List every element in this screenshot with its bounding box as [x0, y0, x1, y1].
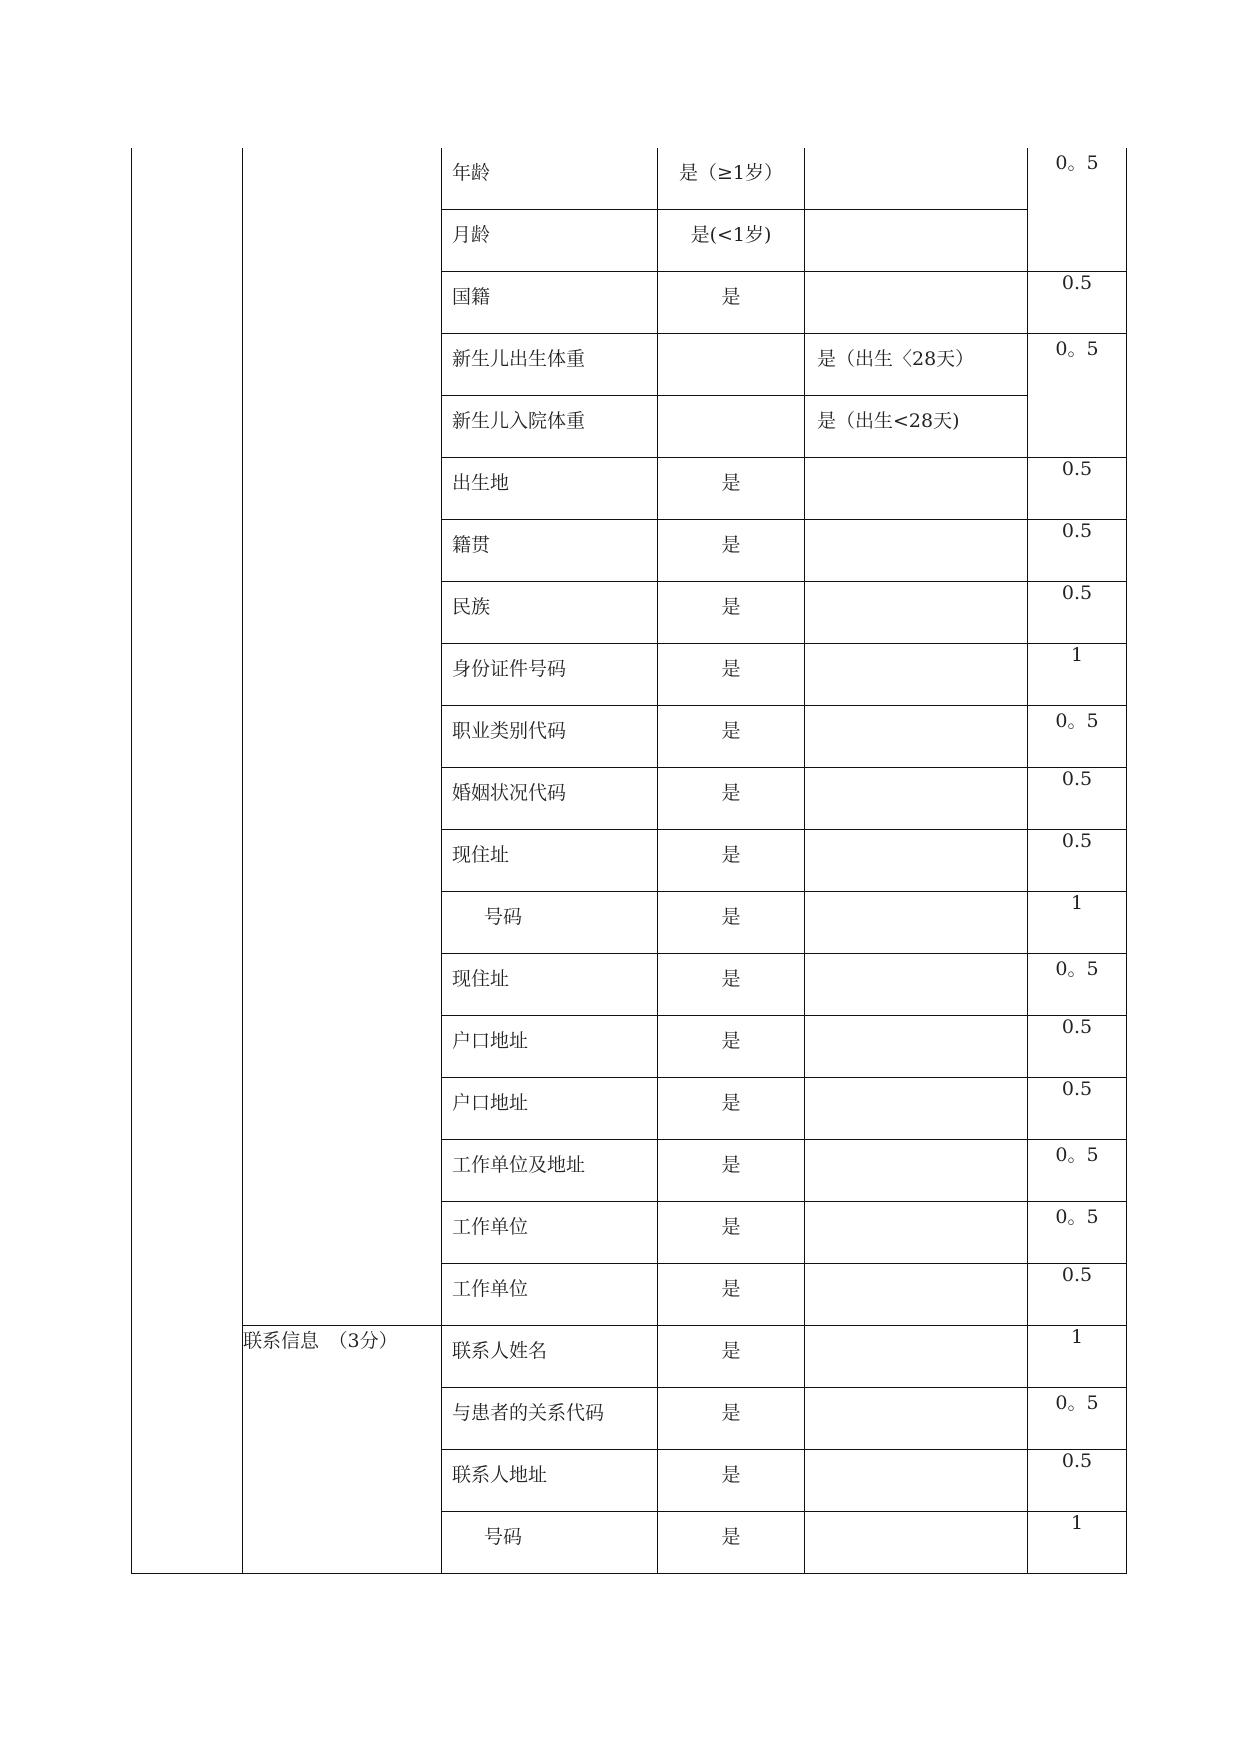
required-cell — [658, 1326, 805, 1388]
score-cell — [1028, 458, 1127, 520]
required-cell — [658, 892, 805, 954]
score-value: 0。5 — [1055, 1392, 1099, 1414]
item-label: 籍贯 — [452, 534, 491, 556]
required-cell — [658, 830, 805, 892]
required-cell — [658, 148, 805, 210]
item-label: 户口地址 — [452, 1030, 529, 1052]
conditional-cell — [805, 954, 1028, 1016]
required-value: 是 — [721, 658, 741, 680]
score-value: 0.5 — [1061, 272, 1093, 294]
item-label: 与患者的关系代码 — [452, 1402, 605, 1424]
score-cell — [1028, 1140, 1127, 1202]
item-cell — [442, 1512, 658, 1574]
required-value: 是 — [721, 472, 741, 494]
conditional-cell — [805, 148, 1028, 210]
required-cell — [658, 520, 805, 582]
item-cell — [442, 1078, 658, 1140]
required-value: 是 — [721, 968, 741, 990]
score-cell — [1028, 1016, 1127, 1078]
contact-info-group-cell — [243, 1326, 442, 1574]
conditional-cell — [805, 830, 1028, 892]
item-cell — [442, 1016, 658, 1078]
item-label: 户口地址 — [452, 1092, 529, 1114]
score-value: 1 — [1070, 1326, 1084, 1348]
score-cell — [1028, 1512, 1127, 1574]
conditional-value — [805, 1078, 1027, 1088]
score-cell — [1028, 706, 1127, 768]
score-value: 0.5 — [1061, 1450, 1093, 1472]
conditional-value — [805, 1450, 1027, 1460]
item-cell — [442, 582, 658, 644]
conditional-cell — [805, 210, 1028, 272]
required-value: 是 — [721, 782, 741, 804]
score-value: 0.5 — [1061, 768, 1093, 790]
score-cell — [1028, 1388, 1127, 1450]
required-value: 是 — [721, 720, 741, 742]
conditional-value — [805, 892, 1027, 902]
score-value: 0.5 — [1061, 458, 1093, 480]
required-cell — [658, 582, 805, 644]
item-label: 婚姻状况代码 — [452, 782, 567, 804]
required-value: 是 — [721, 1402, 741, 1424]
item-label: 年龄 — [452, 162, 491, 184]
score-value: 1 — [1070, 1512, 1084, 1534]
item-label: 民族 — [452, 596, 491, 618]
item-label: 现住址 — [452, 844, 510, 866]
required-value — [658, 334, 804, 344]
basic-info-group-cell — [243, 148, 442, 1326]
conditional-cell — [805, 892, 1028, 954]
table-row — [132, 148, 1127, 210]
required-cell — [658, 1140, 805, 1202]
item-label: 联系人地址 — [452, 1464, 548, 1486]
score-cell — [1028, 1202, 1127, 1264]
required-value: 是 — [721, 1216, 741, 1238]
score-value: 0.5 — [1061, 1264, 1093, 1286]
conditional-cell — [805, 1202, 1028, 1264]
conditional-cell — [805, 520, 1028, 582]
required-value: 是 — [721, 1030, 741, 1052]
score-cell — [1028, 1326, 1127, 1388]
conditional-value — [805, 768, 1027, 778]
conditional-value — [805, 830, 1027, 840]
conditional-value — [805, 1264, 1027, 1274]
required-value: 是 — [721, 1154, 741, 1176]
conditional-value: 是（出生<28天) — [817, 410, 960, 432]
required-cell — [658, 1078, 805, 1140]
conditional-value — [805, 706, 1027, 716]
conditional-cell — [805, 1326, 1028, 1388]
required-value: 是(<1岁) — [690, 224, 772, 246]
conditional-value — [805, 1388, 1027, 1398]
item-label: 月龄 — [452, 224, 491, 246]
required-cell — [658, 1450, 805, 1512]
item-cell — [442, 1326, 658, 1388]
conditional-cell — [805, 1512, 1028, 1574]
item-cell — [442, 830, 658, 892]
conditional-cell — [805, 1388, 1028, 1450]
conditional-cell — [805, 1264, 1028, 1326]
required-cell — [658, 706, 805, 768]
conditional-value — [805, 954, 1027, 964]
score-value: 0.5 — [1061, 1016, 1093, 1038]
score-cell — [1028, 148, 1127, 272]
required-cell — [658, 1016, 805, 1078]
score-cell — [1028, 1450, 1127, 1512]
score-value: 0.5 — [1061, 830, 1093, 852]
item-cell — [442, 1450, 658, 1512]
item-label: 工作单位及地址 — [452, 1154, 586, 1176]
score-cell — [1028, 520, 1127, 582]
item-cell — [442, 396, 658, 458]
conditional-cell — [805, 396, 1028, 458]
item-cell — [442, 272, 658, 334]
required-cell — [658, 272, 805, 334]
required-value: 是 — [721, 534, 741, 556]
item-cell — [442, 334, 658, 396]
required-value: 是 — [721, 844, 741, 866]
item-label: 工作单位 — [452, 1216, 529, 1238]
item-label: 新生儿入院体重 — [452, 410, 586, 432]
score-value: 1 — [1070, 892, 1084, 914]
item-label: 出生地 — [452, 472, 510, 494]
item-cell — [442, 148, 658, 210]
table-row — [132, 1326, 1127, 1388]
conditional-value — [805, 1016, 1027, 1026]
item-cell — [442, 1388, 658, 1450]
required-value: 是 — [721, 1278, 741, 1300]
score-value: 0。5 — [1055, 338, 1099, 360]
required-value: 是 — [721, 1092, 741, 1114]
score-value: 1 — [1070, 644, 1084, 666]
item-cell — [442, 954, 658, 1016]
item-label: 工作单位 — [452, 1278, 529, 1300]
required-value: 是 — [721, 286, 741, 308]
item-cell — [442, 1140, 658, 1202]
required-value — [658, 396, 804, 406]
conditional-cell — [805, 1450, 1028, 1512]
category-column — [132, 148, 243, 1574]
group-label: 联系信息 （3分） — [243, 1330, 398, 1352]
required-cell — [658, 458, 805, 520]
conditional-cell — [805, 582, 1028, 644]
conditional-value: 是（出生〈28天） — [817, 348, 975, 370]
item-label: 国籍 — [452, 286, 491, 308]
conditional-cell — [805, 272, 1028, 334]
score-cell — [1028, 1264, 1127, 1326]
score-cell — [1028, 768, 1127, 830]
item-label: 身份证件号码 — [452, 658, 567, 680]
conditional-value — [805, 210, 1027, 220]
score-value: 0.5 — [1061, 1078, 1093, 1100]
conditional-value — [805, 458, 1027, 468]
conditional-value — [805, 520, 1027, 530]
conditional-value — [805, 1140, 1027, 1150]
score-value: 0.5 — [1061, 582, 1093, 604]
required-value: 是 — [721, 906, 741, 928]
conditional-cell — [805, 334, 1028, 396]
item-cell — [442, 768, 658, 830]
conditional-cell — [805, 1078, 1028, 1140]
required-cell — [658, 1264, 805, 1326]
conditional-value — [805, 644, 1027, 654]
score-cell — [1028, 334, 1127, 458]
conditional-cell — [805, 1140, 1028, 1202]
item-cell — [442, 644, 658, 706]
required-value: 是 — [721, 1340, 741, 1362]
score-value: 0。5 — [1055, 1144, 1099, 1166]
scoring-table — [131, 148, 1127, 1574]
required-value: 是 — [721, 596, 741, 618]
score-cell — [1028, 644, 1127, 706]
item-cell — [442, 892, 658, 954]
score-value: 0。5 — [1055, 152, 1099, 174]
score-cell — [1028, 582, 1127, 644]
required-cell — [658, 210, 805, 272]
score-cell — [1028, 830, 1127, 892]
required-cell — [658, 768, 805, 830]
score-value: 0。5 — [1055, 710, 1099, 732]
conditional-cell — [805, 1016, 1028, 1078]
required-cell — [658, 396, 805, 458]
required-cell — [658, 954, 805, 1016]
item-cell — [442, 458, 658, 520]
conditional-value — [805, 272, 1027, 282]
score-cell — [1028, 954, 1127, 1016]
conditional-value — [805, 1202, 1027, 1212]
score-cell — [1028, 892, 1127, 954]
item-label: 新生儿出生体重 — [452, 348, 586, 370]
conditional-cell — [805, 644, 1028, 706]
conditional-cell — [805, 458, 1028, 520]
item-cell — [442, 1202, 658, 1264]
item-cell — [442, 706, 658, 768]
conditional-cell — [805, 768, 1028, 830]
conditional-cell — [805, 706, 1028, 768]
item-cell — [442, 210, 658, 272]
item-label: 号码 — [484, 1526, 523, 1548]
required-cell — [658, 644, 805, 706]
item-cell — [442, 520, 658, 582]
item-label: 职业类别代码 — [452, 720, 567, 742]
conditional-value — [805, 1326, 1027, 1336]
required-cell — [658, 1202, 805, 1264]
required-cell — [658, 334, 805, 396]
item-cell — [442, 1264, 658, 1326]
score-cell — [1028, 1078, 1127, 1140]
score-value: 0。5 — [1055, 1206, 1099, 1228]
score-value: 0.5 — [1061, 520, 1093, 542]
required-value: 是（≥1岁） — [678, 162, 783, 184]
item-label: 联系人姓名 — [452, 1340, 548, 1362]
required-cell — [658, 1388, 805, 1450]
item-label: 号码 — [484, 906, 523, 928]
conditional-value — [805, 1512, 1027, 1522]
required-value: 是 — [721, 1526, 741, 1548]
score-value: 0。5 — [1055, 958, 1099, 980]
conditional-value — [805, 148, 1027, 158]
item-label: 现住址 — [452, 968, 510, 990]
required-cell — [658, 1512, 805, 1574]
required-value: 是 — [721, 1464, 741, 1486]
conditional-value — [805, 582, 1027, 592]
score-cell — [1028, 272, 1127, 334]
